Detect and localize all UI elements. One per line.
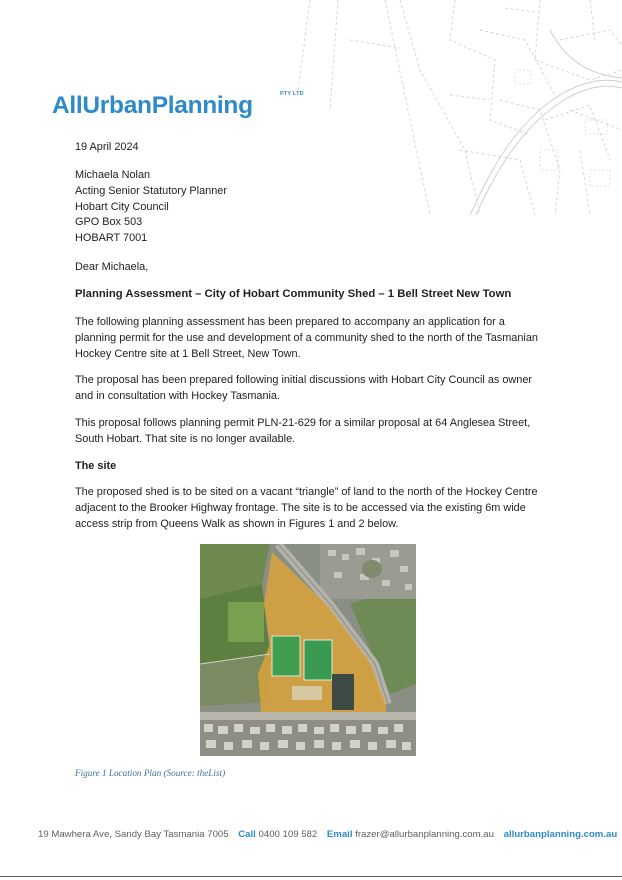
page-bottom-rule (0, 876, 622, 877)
logo-wordmark: AllUrbanPlanning (52, 92, 253, 119)
body-paragraph: The proposal has been prepared following initial discussions with Hobart City Council as owner and in consultation with Hockey Tasmania. (75, 374, 533, 402)
recipient-po-box: GPO Box 503 (75, 216, 143, 229)
body-paragraph: The proposed shed is to be sited on a vacant “triangle” of land to the north of the Hockey Centre adjacent to the Brooker Highway frontage. The site is to be accessed via the existing 6m wide access strip from Queens Walk as shown in Figures 1 and 2 below. (75, 486, 538, 530)
letter-date: 19 April 2024 (75, 141, 139, 153)
subject-line: Planning Assessment – City of Hobart Community Shed – 1 Bell Street New Town (75, 288, 512, 300)
recipient-city: HOBART 7001 (75, 232, 148, 245)
footer-address: 19 Mawhera Ave, Sandy Bay Tasmania 7005 (38, 829, 229, 840)
footer-email[interactable]: frazer@allurbanplanning.com.au (355, 829, 494, 840)
footer-email-label: Email (326, 829, 353, 840)
location-plan-figure (200, 544, 416, 756)
footer-phone[interactable]: 0400 109 582 (258, 829, 318, 840)
aerial-photo (200, 544, 416, 756)
body-paragraph: The following planning assessment has been prepared to accompany an application for a planning permit for the use and development of a community shed to the north of the Tasmanian Hockey Centre site at 1 Bell Street, New Town. (75, 316, 538, 360)
footer-contact (38, 829, 617, 840)
company-logo (52, 91, 304, 126)
section-heading: The site (75, 460, 117, 472)
figure-caption: Figure 1 Location Plan (Source: theList) (75, 768, 226, 778)
recipient-organisation: Hobart City Council (75, 200, 169, 213)
recipient-address (75, 168, 545, 247)
salutation: Dear Michaela, (75, 261, 149, 273)
recipient-name: Michaela Nolan (75, 169, 151, 181)
footer-call-label: Call (238, 829, 256, 840)
footer-website[interactable]: allurbanplanning.com.au (503, 829, 618, 840)
body-paragraph: This proposal follows planning permit PLN-21-629 for a similar proposal at 64 Anglesea Street, South Hobart. That site is no longer available. (75, 417, 531, 445)
logo-pty-ltd: PTY LTD (280, 91, 304, 97)
recipient-title: Acting Senior Statutory Planner (75, 184, 227, 197)
